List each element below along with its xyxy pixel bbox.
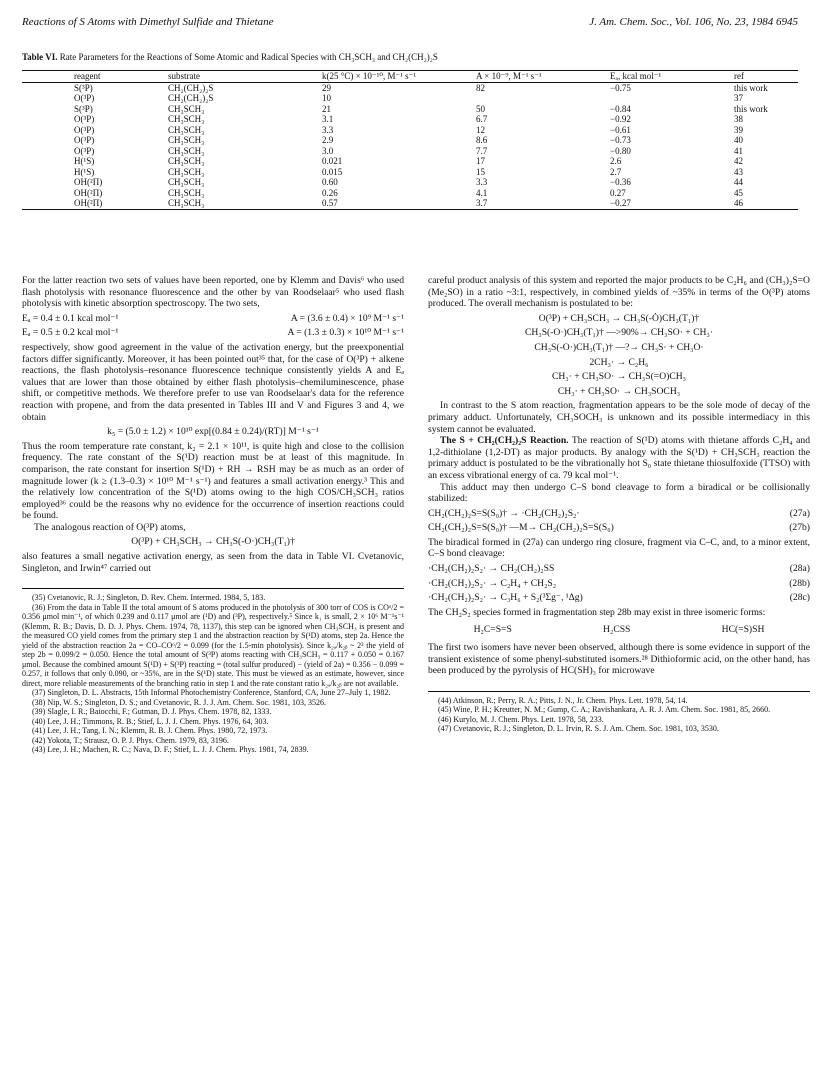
equation-a: A = (1.3 ± 0.3) × 10¹⁰ M⁻¹ s⁻¹: [287, 327, 404, 339]
table-cell: 0.021: [322, 156, 343, 166]
footnote: (39) Slagle, I. R.; Baiocchi, F.; Gutman, D. J. Phys. Chem. 1978, 82, 1333.: [32, 707, 272, 717]
table-row: [22, 146, 798, 157]
col-header-a: A × 10⁻⁹, M⁻¹ s⁻¹: [476, 71, 542, 81]
table-cell: 21: [322, 103, 331, 114]
table-cell: −0.84: [610, 103, 631, 114]
table-cell: CH₃SCH₃: [168, 114, 205, 124]
table-cell: 6.7: [476, 114, 488, 124]
table-cell: −0.36: [610, 177, 631, 187]
table-cell: 0.27: [610, 187, 626, 198]
table-row: [22, 135, 798, 146]
isomer: H₂CSS: [603, 624, 631, 636]
equation: O(³P) + CH₃SCH₃ → CH₃S(-O·)CH₃(T₁)†: [131, 536, 295, 548]
equation: [22, 313, 404, 325]
table-cell: 38: [734, 114, 743, 124]
table-row: [22, 93, 798, 104]
isomer: HC(=S)SH: [721, 624, 765, 636]
table-cell: [608, 93, 732, 104]
table-cell: 42: [734, 156, 743, 166]
table-cell: CH₃SCH₃: [168, 135, 205, 145]
mechanism-step: CH₃S(-O·)CH₃(T₁)† —>90%→ CH₃SO· + CH₃·: [525, 327, 713, 339]
table-cell: O(³P): [74, 124, 95, 135]
table-cell: 3.0: [322, 145, 334, 156]
equation-a: A = (3.6 ± 0.4) × 10⁹ M⁻¹ s⁻¹: [290, 312, 404, 324]
equation: [22, 327, 404, 339]
equation-ea: Eₐ = 0.5 ± 0.2 kcal mol⁻¹: [22, 327, 119, 339]
equation: [428, 563, 810, 575]
table-cell: 8.6: [476, 135, 488, 145]
equation: k₅ = (5.0 ± 1.2) × 10¹⁰ exp[(0.84 ± 0.24)/(RT)] M⁻¹ s⁻¹: [107, 426, 319, 438]
table-cell: CH₃SCH₃: [168, 187, 205, 198]
mechanism-step: CH₃· + CH₃SO· → CH₃S(=O)CH₃: [551, 371, 686, 383]
table-row: [22, 167, 798, 178]
table-cell: 39: [734, 124, 743, 135]
paragraph: The first two isomers have never been observed, although there is some evidence in support of the transient existence of some phenyl-substituted isomers.²⁸ Dithioformic acid, on the other hand, has been produced by the pyrolysis of HC(SH)₃ for microwave: [428, 642, 810, 677]
table-cell: −0.73: [610, 135, 631, 145]
table-row: [22, 198, 798, 209]
table-cell: −0.75: [610, 82, 631, 93]
equation: [428, 578, 810, 590]
equation-body: ·CH₂(CH₂)₂S₂· → C₃H₆ + S₂(³Σg⁻, ¹Δg): [428, 592, 583, 604]
table-cell: 2.9: [322, 135, 334, 145]
table-cell: CH₃SCH₃: [168, 124, 205, 135]
table-cell: −0.61: [610, 124, 631, 135]
table-cell: CH₃SCH₃: [168, 198, 205, 208]
header-citation: J. Am. Chem. Soc., Vol. 106, No. 23, 1984 6945: [589, 16, 798, 28]
table-cell: 41: [734, 145, 743, 156]
table-cell: 10: [322, 93, 331, 103]
header-title: Reactions of S Atoms with Dimethyl Sulfide and Thietane: [22, 16, 274, 28]
paragraph: This adduct may then undergo C–S bond cleavage to form a biradical or be collisionally stabilized:: [428, 481, 810, 505]
mechanism-step: O(³P) + CH₃SCH₃ → CH₃S(-Ȯ)CH₃(T₁)†: [538, 312, 700, 324]
table-cell: 45: [734, 187, 743, 198]
table-row: [22, 177, 798, 188]
table-cell: CH₂(CH₂)₂S: [168, 93, 214, 103]
footnote: (46) Kurylo, M. J. Chem. Phys. Lett. 1978, 58, 233.: [438, 714, 604, 724]
table-row: [22, 114, 798, 125]
table-cell: 0.015: [322, 166, 343, 177]
footnotes-left: [22, 588, 404, 755]
table-cell: 15: [476, 166, 485, 177]
table-caption: [22, 52, 798, 62]
table-cell: 40: [734, 135, 743, 145]
equation-number: (27a): [789, 507, 810, 519]
table-row: [22, 156, 798, 167]
paragraph: respectively, show good agreement in the value of the activation energy, but the preexponential factors differ significantly. Moreover, it has been pointed out³⁵ that, for the case of O(³P) + alkene reactions, the flash photolysis–resonance fluorescence technique consistently yields A and Eₐ values that are lower than those obtained by either flash photolysis–chemiluminescence, phase shift, or competitive methods. We therefore prefer to use van Roodselaar's data for the reference reaction with propene, and from the data presented in Tables III and V and Figures 3 and 4, we obtain: [22, 341, 404, 423]
table-cell: 46: [734, 198, 743, 208]
footnote: (47) Cvetanovic, R. J.; Singleton, D. L. Irvin, R. S. J. Am. Chem. Soc. 1981, 103, 3530.: [438, 724, 719, 734]
table-cell: 17: [476, 156, 485, 166]
table-cell: O(³P): [74, 135, 95, 145]
footnote: (37) Singleton, D. L. Abstracts, 15th Informal Photochemistry Conference, Stanford, CA, June 27–July 1, 1982.: [32, 688, 391, 698]
table-row: [22, 104, 798, 115]
col-header-ea: Eₐ, kcal mol⁻¹: [610, 71, 662, 81]
equation-body: CH₂(CH₂)₂S=S(S₀)† → ·CH₂(CH₂)₂S₂·: [428, 507, 580, 519]
equation: [428, 522, 810, 534]
table-cell: 0.26: [322, 187, 338, 198]
footnote: (41) Lee, J. H.; Tang, I. N.; Klemm, R. B. J. Chem. Phys. 1980, 72, 1973.: [32, 726, 268, 736]
left-column: [22, 275, 404, 755]
equation: [428, 592, 810, 604]
isomer-list: [428, 624, 810, 636]
mechanism-step: 2CH₃· → C₂H₆: [589, 356, 649, 368]
col-header-k: k(25 °C) × 10⁻¹⁰, M⁻¹ s⁻¹: [322, 71, 417, 81]
table-cell: 37: [734, 93, 743, 103]
table-cell: OH(²Π): [74, 177, 103, 187]
table-cell: 3.3: [322, 124, 334, 135]
paragraph: For the latter reaction two sets of values have been reported, one by Klemm and Davis⁶ who used flash photolysis with resonance fluorescence and the other by van Roodselaar⁵ who used flash photolysis with kinetic absorption spectroscopy. The two sets,: [22, 275, 404, 310]
table-caption-label: Table VI.: [22, 52, 58, 62]
table-cell: S(³P): [74, 82, 93, 93]
table-cell: CH₃SCH₃: [168, 177, 205, 187]
paragraph: The CH₂S₂ species formed in fragmentation step 28b may exist in three isomeric forms:: [428, 606, 766, 618]
table-cell: O(³P): [74, 114, 95, 124]
footnote: (35) Cvetanovic, R. J.; Singleton, D. Rev. Chem. Intermed. 1984, 5, 183.: [32, 593, 266, 603]
table-cell: CH₃SCH₃: [168, 145, 205, 156]
mechanism-step: CH₃S(-O·)CH₃(T₁)† —?→ CH₃S· + CH₃O·: [534, 341, 704, 353]
table-cell: −0.80: [610, 145, 631, 156]
table-cell: 4.1: [476, 187, 488, 198]
table-cell: this work: [734, 103, 768, 114]
footnote: (36) From the data in Table II the total amount of S atoms produced in the photolysis of 300 torr of COS is COᵒ/2 = 0.356 μmol min⁻¹, of which 0.239 and 0.117 μmol are (¹D) and (³P), respectively.⁵ Since k₁ is small, 2 × 10⁶ M⁻¹s⁻¹ (Klemm, R. B.; Davis, D. D. J. Phys. Chem. 1974, 78, 1137), this step can be ignored when CH₃SCH₃ is present and the measured CO yield comes from the primary step 1 and the abstraction reaction by S(¹D) atoms, step 2a. Hence the yield of the abstraction reaction 2a = CO–COᵒ/2 = 0.099 (for the 1.5-min photolysis). Since k₂ₐ/k₂ᵦ ~ 2² the yield of step 2b = 0.099/2 = 0.050. Hence the total amount of S(³P) atoms reacting with CH₃SCH₃ = 0.117 + 0.050 = 0.167 μmol. Because the combined amount S(¹D) + S(³P) reacting = (total sulfur produced) − (yield of 2a) = 0.356 − 0.099 = 0.257, it follows that only 0.090, or ~35%, are in the S(¹D) state. This must be viewed as an estimate, however, since direct, more reliable measurements of the branching ratio in step 1 and the rate constant ratio k₂ₐ/k₂ᵦ are not available.: [22, 602, 404, 688]
table-cell: −0.27: [610, 198, 631, 208]
table-caption-text: Rate Parameters for the Reactions of Some Atomic and Radical Species with CH₃SCH₃ and CH₂(CH₂)₂S: [59, 52, 438, 62]
equation-body: ·CH₂(CH₂)₂S₂· → C₂H₄ + CH₂S₂: [428, 577, 557, 589]
table-cell: H(¹S): [74, 156, 95, 166]
footnote: (44) Atkinson, R.; Perry, R. A.; Pitts, J. N., Jr. Chem. Phys. Lett. 1978, 54, 14.: [438, 695, 688, 705]
table-cell: −0.92: [610, 114, 631, 124]
paragraph-text: The reaction of S(¹D) atoms with thietane affords C₂H₄ and 1,2-dithiolane (1,2-DT) as major products. By analogy with the S(¹D) + CH₃SCH₃ reaction the primary adduct is postulated to be the vibrationally hot S₀ state thietane thiosulfoxide (TTSO) with an excess vibrational energy of ca. 79 kcal mol⁻¹.: [428, 435, 810, 481]
paragraph: In contrast to the S atom reaction, fragmentation appears to be the sole mode of decay of the primary adduct. Unfortunately, CH₃SOCH₃ is unknown and its possible intermediacy in this system cannot be evaluated.: [428, 400, 810, 435]
table-cell: 3.1: [322, 114, 334, 124]
footnote: (43) Lee, J. H.; Machen, R. C.; Nava, D. F.; Stief, L. J. J. Chem. Phys. 1981, 74, 2839.: [32, 745, 309, 755]
rate-parameters-table: [22, 70, 798, 210]
table-cell: 50: [476, 103, 485, 114]
equation-number: (28c): [789, 592, 810, 604]
table-cell: CH₃SCH₃: [168, 156, 205, 166]
equation-body: CH₂(CH₂)₂S=S(S₀)† —M→ CH₂(CH₂)₂S=S(S₀): [428, 522, 614, 534]
equation-number: (27b): [789, 522, 810, 534]
paragraph: The biradical formed in (27a) can undergo ring closure, fragment via C–C, and, to a minor extent, C–S bond cleavage:: [428, 536, 810, 560]
table-cell: 0.60: [322, 177, 338, 187]
table-cell: OH(²Π): [74, 187, 103, 198]
table-cell: S(³P): [74, 103, 93, 114]
table-row: [22, 125, 798, 136]
table-cell: CH₃SCH₃: [168, 166, 205, 177]
table-cell: 0.57: [322, 198, 338, 208]
equation-number: (28a): [789, 563, 810, 575]
table-cell: 3.3: [476, 177, 488, 187]
paragraph: careful product analysis of this system and reported the major products to be C₂H₆ and (CH₃)₂S=O (Me₂SO) in a ratio ~3:1, respectively, in combined yields of ~35% in terms of the O(³P) atoms produced. The overall mechanism is postulated to be:: [428, 275, 810, 310]
equation-ea: Eₐ = 0.4 ± 0.1 kcal mol⁻¹: [22, 312, 119, 324]
running-header: [22, 16, 798, 32]
table-cell: [474, 93, 608, 104]
table-cell: O(³P): [74, 93, 95, 103]
paragraph: also features a small negative activation energy, as seen from the data in Table VI. Cvetanovic, Singleton, and Irwin⁴⁷ carried out: [22, 551, 404, 574]
table-cell: 44: [734, 177, 743, 187]
col-header-reagent: reagent: [74, 71, 101, 81]
footnote: (40) Lee, J. H.; Timmons, R. B.; Stief, L. J. J. Chem. Phys. 1976, 64, 303.: [32, 716, 269, 726]
footnotes-right: [428, 691, 810, 734]
paragraph: Thus the room temperature rate constant, k₂ = 2.1 × 10¹¹, is quite high and close to the collision frequency. The rate constant of the S(¹D) reaction must be at least of this magnitude. In comparison, the rate constant for insertion S(¹D) + RH → RSH may be as much as an order of magnitude lower (k ≥ (1.3–0.3) × 10¹⁰ M⁻¹ s⁻¹) and features a small activation energy.³ This and the relatively low concentration of the S(¹D) atoms owing to the high COS/CH₃SCH₃ ratios employed³⁶ could be the reasons why no evidence for the occurrence of insertion reactions could be found.: [22, 440, 404, 522]
equation-number: (28b): [789, 577, 810, 589]
section-title: The S + CH₂(CH₂)₂S Reaction.: [440, 435, 569, 447]
equation-body: ·CH₂(CH₂)₂S₂· → CH₂(CH₂)₂SS: [428, 563, 555, 575]
table-cell: 7.7: [476, 145, 488, 156]
col-header-ref: ref: [734, 71, 744, 81]
table-cell: 3.7: [476, 198, 488, 208]
table-cell: CH₃SCH₃: [168, 103, 205, 114]
table-cell: O(³P): [74, 145, 95, 156]
table-cell: 29: [322, 82, 331, 93]
paragraph: The analogous reaction of O(³P) atoms,: [34, 521, 186, 533]
right-column: [428, 275, 810, 734]
mechanism-step: CH₃· + CH₃SO· → CH₃SOCH₃: [557, 385, 681, 397]
footnote: (42) Yokota, T.; Strausz, O. P. J. Phys. Chem. 1979, 83, 3196.: [32, 735, 229, 745]
table-row: [22, 188, 798, 199]
paragraph: [428, 435, 810, 481]
table-row: [22, 82, 798, 93]
table-cell: 12: [476, 124, 485, 135]
table-cell: this work: [734, 82, 768, 93]
footnote: (38) Nip, W. S.; Singleton, D. S.; and Cvetanovic, R. J. J. Am. Chem. Soc. 1981, 103, 3526.: [32, 697, 327, 707]
table-cell: 2.7: [610, 166, 622, 177]
table-cell: OH(²Π): [74, 198, 103, 208]
col-header-substrate: substrate: [168, 71, 200, 81]
table-cell: H(¹S): [74, 166, 95, 177]
table-cell: 82: [476, 82, 485, 93]
table-cell: 43: [734, 166, 743, 177]
table-cell: 2.6: [610, 156, 622, 166]
isomer: H₂C=S=S: [473, 624, 512, 636]
footnote: (45) Wine, P. H.; Kreutter, N. M.; Gump, C. A.; Ravishankara, A. R. J. Am. Chem. Soc. 1981, 85, 2660.: [438, 705, 771, 715]
table-cell: CH₂(CH₂)₂S: [168, 82, 214, 93]
equation: [428, 508, 810, 520]
